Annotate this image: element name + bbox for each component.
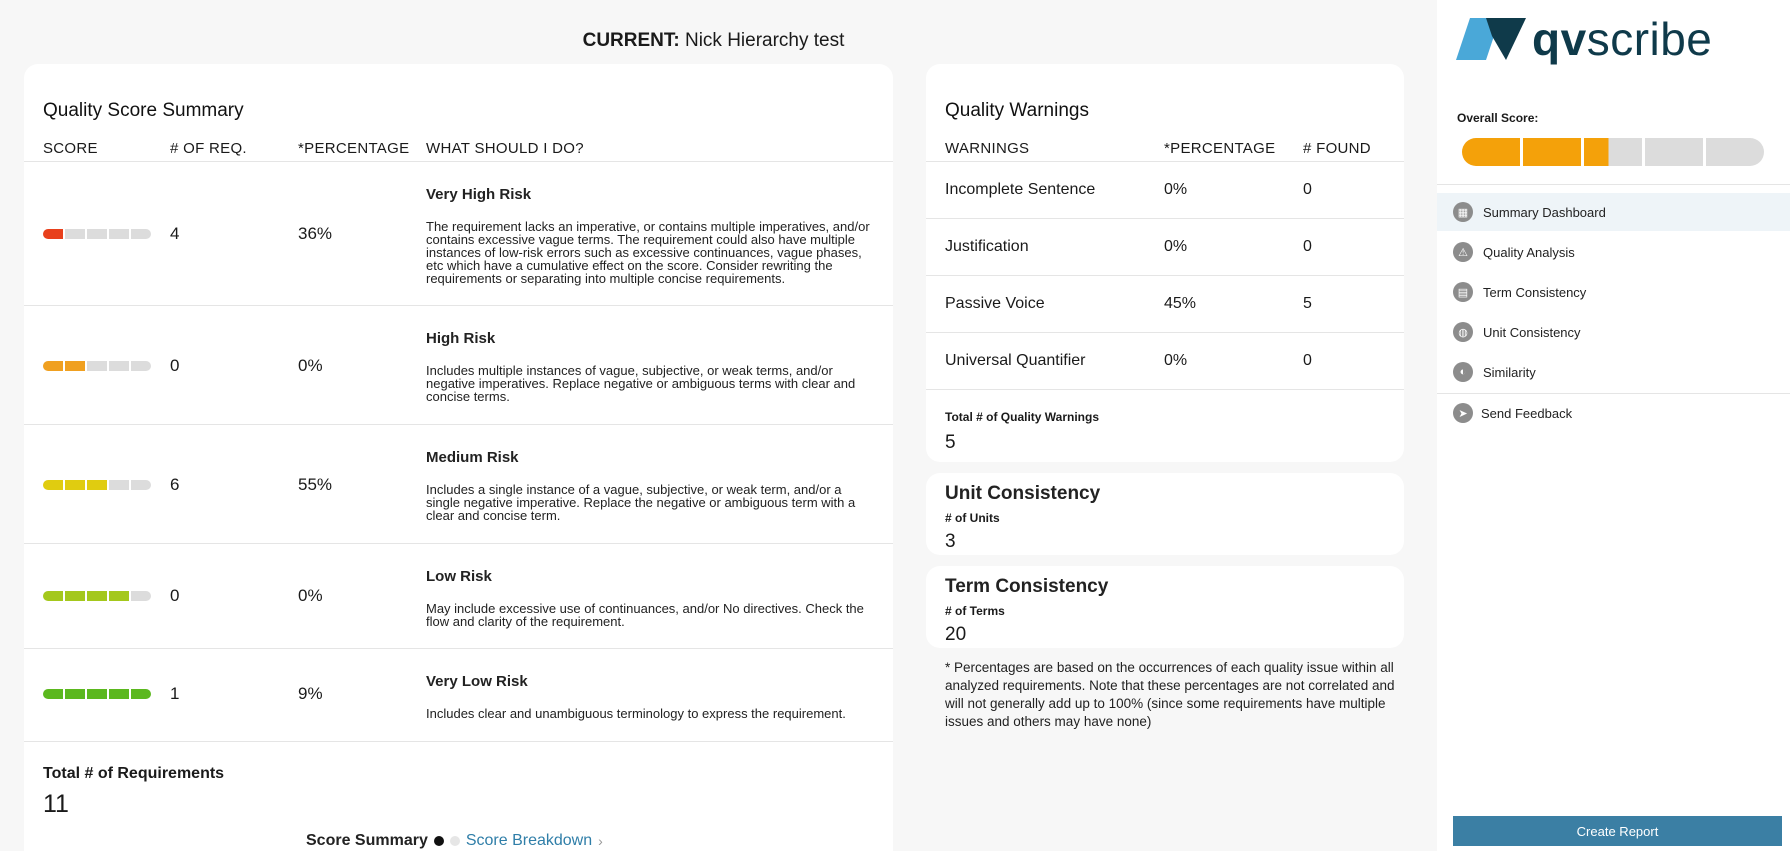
warning-percentage: 0% [1164, 238, 1188, 255]
overall-score-bar [1462, 138, 1764, 166]
overall-score-label: Overall Score: [1457, 111, 1539, 125]
score-bar [43, 361, 151, 371]
nav-term-consistency[interactable] [1437, 273, 1790, 311]
column-percentage: *PERCENTAGE [298, 140, 410, 157]
warning-found: 0 [1303, 238, 1312, 255]
risk-description: Includes multiple instances of vague, subjective, or weak terms, and/or negative imperatives. Replace negative or ambiguous terms with clear and concise terms. [426, 363, 856, 404]
score-row-medium [24, 425, 893, 544]
column-found: # FOUND [1303, 140, 1371, 157]
quality-score-summary-title: Quality Score Summary [43, 100, 244, 121]
req-count: 4 [170, 224, 180, 243]
total-quality-warnings-value: 5 [945, 432, 956, 453]
term-consistency-card [926, 566, 1404, 648]
warning-found: 0 [1303, 181, 1312, 198]
project-name: Nick Hierarchy test [684, 30, 845, 51]
percentage-footnote: * Percentages are based on the occurrences of each quality issue within all analyzed requirements. Note that these percentages are not correlated and will not generally add up to 100% (since some requirements have multiple issues and others may have none) [945, 660, 1395, 729]
total-quality-warnings-label: Total # of Quality Warnings [945, 410, 1100, 424]
summary-pager [306, 832, 603, 850]
warning-percentage: 45% [1164, 295, 1197, 312]
req-count: 1 [170, 684, 180, 703]
nav-quality-analysis[interactable] [1437, 233, 1790, 271]
units-count-value: 3 [945, 531, 956, 552]
logo-mark-icon [1456, 16, 1526, 62]
dashboard-icon: ▦ [1453, 202, 1473, 222]
risk-level: High Risk [426, 330, 496, 347]
nav-label: Unit Consistency [1483, 324, 1581, 340]
score-row-low [24, 544, 893, 649]
similarity-icon: ◐ [1453, 362, 1473, 382]
req-percentage: 0% [298, 586, 323, 605]
nav-label: Term Consistency [1483, 284, 1587, 300]
risk-description: Includes clear and unambiguous terminology to express the requirement. [426, 706, 846, 721]
req-count: 0 [170, 356, 180, 375]
quality-score-summary-card [24, 64, 893, 851]
score-row-high [24, 306, 893, 425]
terms-count-value: 20 [945, 624, 967, 645]
risk-level: Very High Risk [426, 186, 532, 203]
quality-warnings-title: Quality Warnings [945, 100, 1089, 121]
score-bar [43, 480, 151, 490]
quality-warnings-table-header [926, 138, 1404, 162]
pager-dot-active[interactable] [434, 836, 444, 846]
sidebar [1437, 0, 1790, 851]
send-icon: ➤ [1453, 403, 1473, 423]
logo-wordmark: qvscribe [1532, 13, 1713, 65]
warning-row [926, 162, 1404, 219]
score-bar [43, 229, 151, 239]
warning-percentage: 0% [1164, 352, 1188, 369]
column-score: SCORE [43, 140, 98, 157]
req-percentage: 36% [298, 224, 333, 243]
current-label: CURRENT: [582, 30, 680, 51]
create-report-button[interactable]: Create Report [1453, 816, 1782, 846]
pager-score-breakdown-link[interactable]: Score Breakdown [465, 832, 593, 849]
risk-level: Medium Risk [426, 449, 519, 466]
nav-label: Send Feedback [1481, 405, 1573, 421]
warning-name: Universal Quantifier [945, 352, 1086, 369]
req-percentage: 0% [298, 356, 323, 375]
total-requirements-value: 11 [43, 790, 69, 818]
nav-label: Quality Analysis [1483, 244, 1575, 260]
warning-found: 5 [1303, 295, 1312, 312]
nav-send-feedback[interactable] [1437, 394, 1790, 432]
term-consistency-title: Term Consistency [945, 576, 1109, 597]
req-percentage: 55% [298, 475, 333, 494]
sidebar-divider [1437, 184, 1790, 185]
req-count: 6 [170, 475, 180, 494]
req-count: 0 [170, 586, 180, 605]
score-bar [43, 591, 151, 601]
risk-level: Very Low Risk [426, 673, 528, 690]
warning-row [926, 219, 1404, 276]
terms-count-label: # of Terms [945, 604, 1005, 618]
warning-row [926, 333, 1404, 390]
chevron-right-icon[interactable]: › [598, 833, 603, 849]
nav-unit-consistency[interactable] [1437, 313, 1790, 351]
warning-row [926, 276, 1404, 333]
units-icon: ◍ [1453, 322, 1473, 342]
warning-found: 0 [1303, 352, 1312, 369]
column-warnings: WARNINGS [945, 140, 1030, 157]
unit-consistency-title: Unit Consistency [945, 483, 1101, 504]
qvscribe-logo [1456, 14, 1712, 64]
current-project-title [0, 30, 1427, 52]
warning-name: Incomplete Sentence [945, 181, 1096, 198]
risk-level: Low Risk [426, 568, 492, 585]
quality-warnings-card [926, 64, 1404, 462]
risk-description: Includes a single instance of a vague, subjective, or weak term, and/or a single negative imperative. Replace the negative or ambiguous term with a clear and concise term. [426, 482, 856, 523]
units-count-label: # of Units [945, 511, 1000, 525]
warning-icon: ⚠ [1453, 242, 1473, 262]
pager-dot-inactive[interactable] [450, 836, 460, 846]
risk-description: May include excessive use of continuances, and/or No directives. Check the flow and clarity of the requirement. [426, 601, 864, 629]
score-row-very-high [24, 162, 893, 306]
risk-description: The requirement lacks an imperative, or contains multiple imperatives, and/or contains excessive vague terms. The requirement could also have multiple instances of low-risk errors such as excessive continuances, vague phases, etc which have a cumulative effect on the score. Consider rewriting the requirements or separating into multiple concise requirements. [426, 219, 870, 286]
unit-consistency-card [926, 473, 1404, 555]
warning-name: Justification [945, 238, 1029, 255]
column-percentage: *PERCENTAGE [1164, 140, 1276, 157]
nav-label: Similarity [1483, 364, 1536, 380]
warning-percentage: 0% [1164, 181, 1188, 198]
score-row-very-low [24, 649, 893, 742]
pager-score-summary[interactable]: Score Summary [306, 832, 428, 849]
nav-label: Summary Dashboard [1483, 204, 1606, 220]
score-bar [43, 689, 151, 699]
column-what-should-i-do: WHAT SHOULD I DO? [426, 140, 584, 157]
total-requirements-label: Total # of Requirements [43, 765, 225, 782]
req-percentage: 9% [298, 684, 323, 703]
nav-summary-dashboard[interactable] [1437, 193, 1790, 231]
column-num-req: # OF REQ. [170, 140, 247, 157]
nav-similarity[interactable] [1437, 353, 1790, 391]
book-icon: ▤ [1453, 282, 1473, 302]
quality-score-table-header [24, 138, 893, 162]
warning-name: Passive Voice [945, 295, 1045, 312]
